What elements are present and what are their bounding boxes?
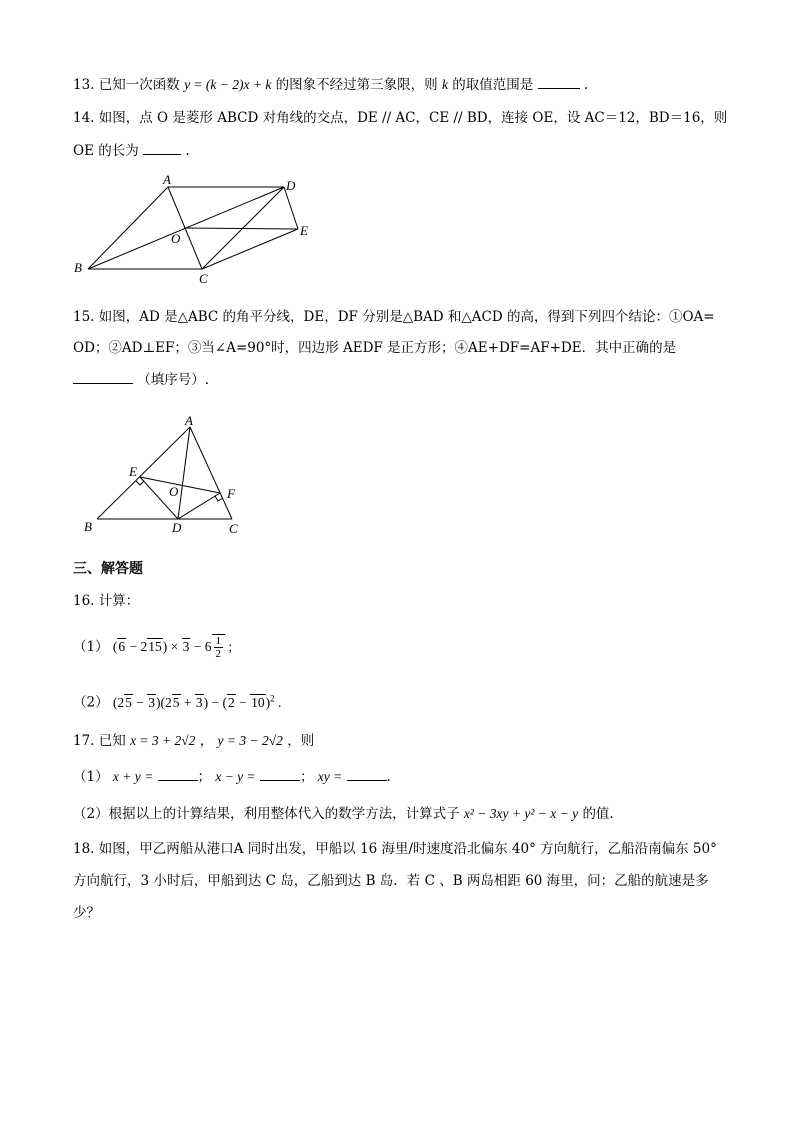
q16-part2-label: （2） xyxy=(73,694,109,711)
q17-part2-ending: 的值. xyxy=(582,806,614,822)
q17-part2-expression: x² − 3xy + y² − x − y xyxy=(463,806,579,821)
q13-answer-blank[interactable] xyxy=(538,74,580,89)
label-D: D xyxy=(172,520,182,535)
q17-sum-blank[interactable] xyxy=(158,766,198,781)
label-C: C xyxy=(199,271,208,286)
q17-then: ，则 xyxy=(287,733,315,749)
q13-tail: . xyxy=(583,77,589,93)
question-16-part1 xyxy=(73,634,232,660)
side-AB xyxy=(97,427,190,519)
question-15-line3 xyxy=(73,369,209,390)
question-16-title: 16. 计算： xyxy=(73,593,140,609)
q14-tail: . xyxy=(185,143,190,159)
question-14-line1: 14. 如图，点 O 是菱形 ABCD 对角线的交点，DE // AC，CE // BD，连接 OE，设 AC＝12，BD＝16，则 xyxy=(73,110,728,126)
label-A: A xyxy=(163,172,171,187)
section-3-heading: 三、解答题 xyxy=(73,561,143,577)
q17-diff-label: x − y = xyxy=(215,769,256,784)
segment-OE xyxy=(184,228,298,229)
question-13 xyxy=(73,74,588,95)
label-D: D xyxy=(286,178,296,193)
q14-prompt: OE 的长为 xyxy=(73,143,139,159)
q17-intro-text: 17. 已知 xyxy=(73,733,126,749)
q13-function: y = (k − 2)x + k xyxy=(184,77,272,92)
question-16-part2 xyxy=(73,688,281,713)
segment-CE xyxy=(202,229,298,269)
side-BA xyxy=(88,187,168,269)
q17-y-expression: y = 3 − 2√2 xyxy=(217,733,283,748)
q13-ending: 的取值范围是 xyxy=(452,77,534,93)
question-18-line2: 方向航行，3 小时后，甲船到达 C 岛，乙船到达 B 岛．若 C 、B 两岛相距 60 海里，问：乙船的航速是多 xyxy=(73,873,709,889)
rhombus-figure xyxy=(70,172,320,287)
label-E: E xyxy=(300,223,308,238)
label-F: F xyxy=(227,486,235,501)
label-A: A xyxy=(185,413,193,428)
question-15-line2: OD；②AD⊥EF；③当∠A=90°时，四边形 AEDF 是正方形；④AE+DF=AF+DE．其中正确的是 xyxy=(73,340,677,356)
label-B: B xyxy=(84,519,92,534)
label-B: B xyxy=(74,260,82,275)
label-O: O xyxy=(171,231,181,246)
q17-part1-label: （1） xyxy=(73,769,109,785)
question-15-line1: 15. 如图，AD 是△ABC 的角平分线，DE，DF 分别是△BAD 和△ACD 的高，得到下列四个结论：①OA= xyxy=(73,309,715,325)
q14-answer-blank[interactable] xyxy=(143,140,181,155)
q17-x-expression: x = 3 + 2√2 xyxy=(130,733,196,748)
side-AC xyxy=(190,427,232,519)
question-18-line1: 18. 如图，甲乙两船从港口A 同时出发，甲船以 16 海里/时速度沿北偏东 40° 方向航行，乙船沿南偏东 50° xyxy=(73,841,717,857)
q17-sum-label: x + y = xyxy=(112,769,154,784)
triangle-figure xyxy=(78,412,258,540)
q17-part2-text: （2）根据以上的计算结果，利用整体代入的数学方法，计算式子 xyxy=(73,806,460,822)
q16-part1-label: （1） xyxy=(73,639,109,655)
question-18-line3: 少？ xyxy=(73,905,100,921)
segment-DE xyxy=(284,187,298,229)
question-17-part1: （1） x + y = ； x − y = ； xy = . xyxy=(73,766,391,787)
q13-variable-k: k xyxy=(441,77,448,92)
q13-prefix: 13. 已知一次函数 xyxy=(73,77,180,93)
height-DF xyxy=(178,493,220,519)
question-17-part2 xyxy=(73,804,614,824)
right-angle-mark-E xyxy=(136,481,144,485)
q15-answer-blank[interactable] xyxy=(73,369,133,384)
q17-diff-blank[interactable] xyxy=(260,766,300,781)
q15-suffix: （填序号）. xyxy=(137,372,210,388)
label-C: C xyxy=(229,521,238,536)
label-E: E xyxy=(129,464,137,479)
q16-part1-expression: (6 − 215) × 3 − 6 $\frac{1}{2}$ ; xyxy=(112,635,233,661)
q13-middle: 的图象不经过第三象限，则 xyxy=(275,77,438,93)
question-14-line2 xyxy=(73,140,190,161)
q17-product-blank[interactable] xyxy=(347,766,387,781)
q16-part2-expression: $(25 - 3)(25 + 3) - (2 - 10)^2$ . xyxy=(112,693,282,710)
bisector-AD xyxy=(178,427,190,519)
question-17-intro: 17. 已知 x = 3 + 2√2 ， y = 3 − 2√2 ，则 xyxy=(73,733,315,749)
q17-product-label: xy = xyxy=(317,769,343,784)
label-O: O xyxy=(169,484,179,499)
